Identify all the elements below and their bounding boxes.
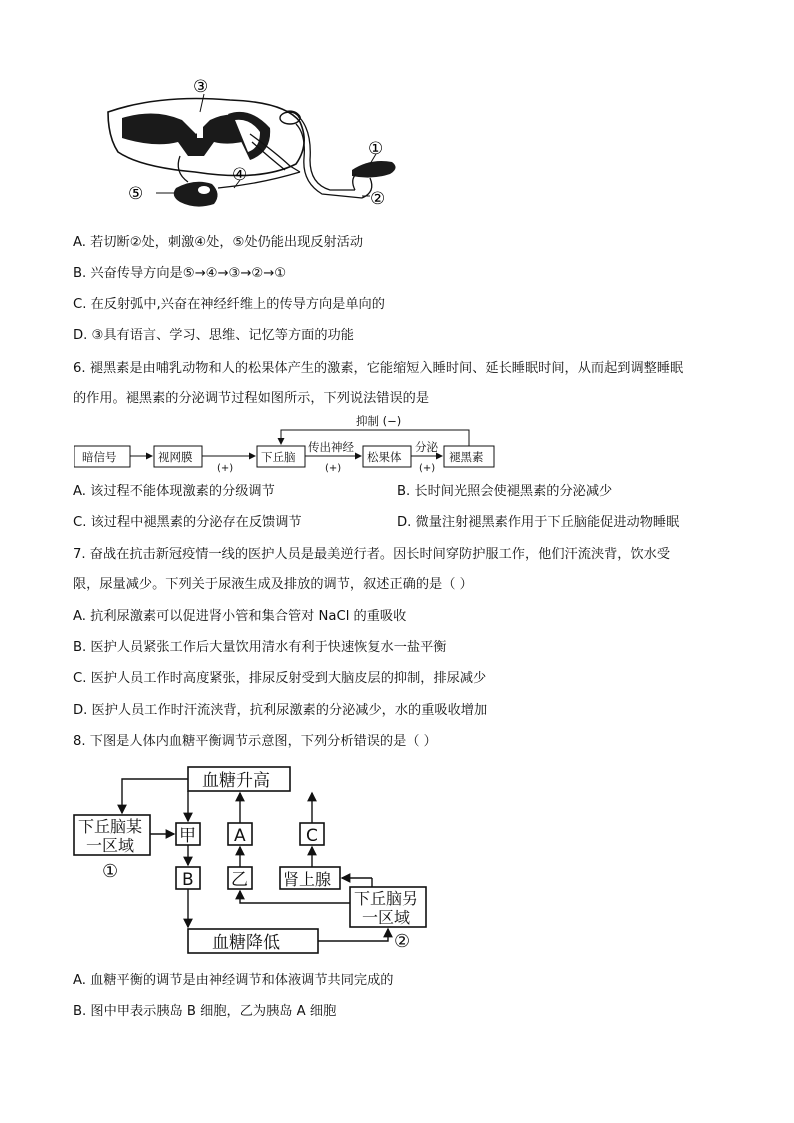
q7-option-d: D. 医护人员工作时汗流浃背，抗利尿激素的分泌减少，水的重吸收增加 bbox=[73, 703, 488, 718]
box-glucose-high-text: 血糖升高 bbox=[202, 771, 270, 791]
plus-2: (+) bbox=[325, 463, 342, 474]
hypo2-line1: 下丘脑另 bbox=[354, 889, 419, 908]
box-a-text: A bbox=[234, 826, 246, 846]
receptor-shape bbox=[352, 161, 396, 178]
q8-option-a: A. 血糖平衡的调节是由神经调节和体液调节共同完成的 bbox=[73, 973, 394, 988]
q6-option-d: D. 微量注射褪黑素作用于下丘脑能促进动物睡眠 bbox=[397, 515, 680, 530]
reflex-arc-figure bbox=[100, 72, 420, 218]
box-melatonin-text: 褪黑素 bbox=[449, 450, 484, 464]
box-c-text: C bbox=[306, 826, 318, 846]
mark-1: ① bbox=[102, 861, 119, 882]
box-adrenal-text: 肾上腺 bbox=[283, 870, 332, 889]
label-5: ⑤ bbox=[128, 184, 144, 204]
q8-stem: 8. 下图是人体内血糖平衡调节示意图，下列分析错误的是（ ） bbox=[73, 734, 437, 749]
blood-glucose-diagram bbox=[72, 763, 432, 955]
hypo1-line1: 下丘脑某 bbox=[78, 817, 143, 836]
box-retina-text: 视网膜 bbox=[158, 450, 193, 464]
effector-shape bbox=[174, 182, 218, 207]
q5-option-c: C. 在反射弧中,兴奋在神经纤维上的传导方向是单向的 bbox=[73, 297, 385, 312]
label-1: ① bbox=[368, 139, 384, 159]
q6-option-a: A. 该过程不能体现激素的分级调节 bbox=[73, 484, 275, 499]
melatonin-diagram bbox=[74, 412, 498, 474]
q7-option-b: B. 医护人员紧张工作后大量饮用清水有利于快速恢复水一盐平衡 bbox=[73, 640, 447, 655]
plus-3: (+) bbox=[419, 463, 436, 474]
secrete-label: 分泌 bbox=[415, 440, 438, 454]
q7-stem-line1: 7. 奋战在抗击新冠疫情一线的医护人员是最美逆行者。因长时间穿防护服工作，他们汗流浃背，饮水受 bbox=[73, 547, 671, 562]
mark-2: ② bbox=[394, 931, 411, 952]
label-2: ② bbox=[370, 189, 386, 209]
box-yi-text: 乙 bbox=[231, 870, 248, 890]
q5-option-d: D. ③具有语言、学习、思维、记忆等方面的功能 bbox=[73, 328, 354, 343]
inhibit-label: 抑制 (−) bbox=[356, 414, 402, 428]
box-dark-signal-text: 暗信号 bbox=[82, 450, 117, 464]
label-3: ③ bbox=[193, 77, 209, 97]
q6-stem-line2: 的作用。褪黑素的分泌调节过程如图所示，下列说法错误的是 bbox=[73, 391, 430, 406]
q7-option-a: A. 抗利尿激素可以促进肾小管和集合管对 NaCl 的重吸收 bbox=[73, 609, 407, 624]
q7-option-c: C. 医护人员工作时高度紧张，排尿反射受到大脑皮层的抑制，排尿减少 bbox=[73, 671, 487, 686]
plus-1: (+) bbox=[217, 463, 234, 474]
hypo1-line2: 一区域 bbox=[86, 836, 135, 855]
q7-stem-line2: 限，尿量减少。下列关于尿液生成及排放的调节，叙述正确的是（ ） bbox=[73, 577, 473, 592]
q5-option-b: B. 兴奋传导方向是⑤→④→③→②→① bbox=[73, 266, 287, 281]
box-hypothalamus-text: 下丘脑 bbox=[261, 450, 296, 464]
q6-stem-line1: 6. 褪黑素是由哺乳动物和人的松果体产生的激素，它能缩短入睡时间、延长睡眠时间，从而起到调整睡眠 bbox=[73, 361, 684, 376]
q8-option-b: B. 图中甲表示胰岛 B 细胞，乙为胰岛 A 细胞 bbox=[73, 1004, 337, 1019]
central-canal-gap bbox=[197, 124, 203, 138]
efferent-nerve-label: 传出神经 bbox=[308, 440, 354, 454]
label-4: ④ bbox=[232, 165, 248, 185]
q6-option-c: C. 该过程中褪黑素的分泌存在反馈调节 bbox=[73, 515, 302, 530]
box-jia-text: 甲 bbox=[179, 826, 196, 846]
q5-option-a: A. 若切断②处，刺激④处，⑤处仍能出现反射活动 bbox=[73, 235, 364, 250]
box-b-text: B bbox=[182, 870, 194, 890]
box-pineal-text: 松果体 bbox=[367, 450, 402, 464]
hypo2-line2: 一区域 bbox=[362, 908, 411, 927]
q6-option-b: B. 长时间光照会使褪黑素的分泌减少 bbox=[397, 484, 613, 499]
box-glucose-low-text: 血糖降低 bbox=[212, 933, 280, 953]
